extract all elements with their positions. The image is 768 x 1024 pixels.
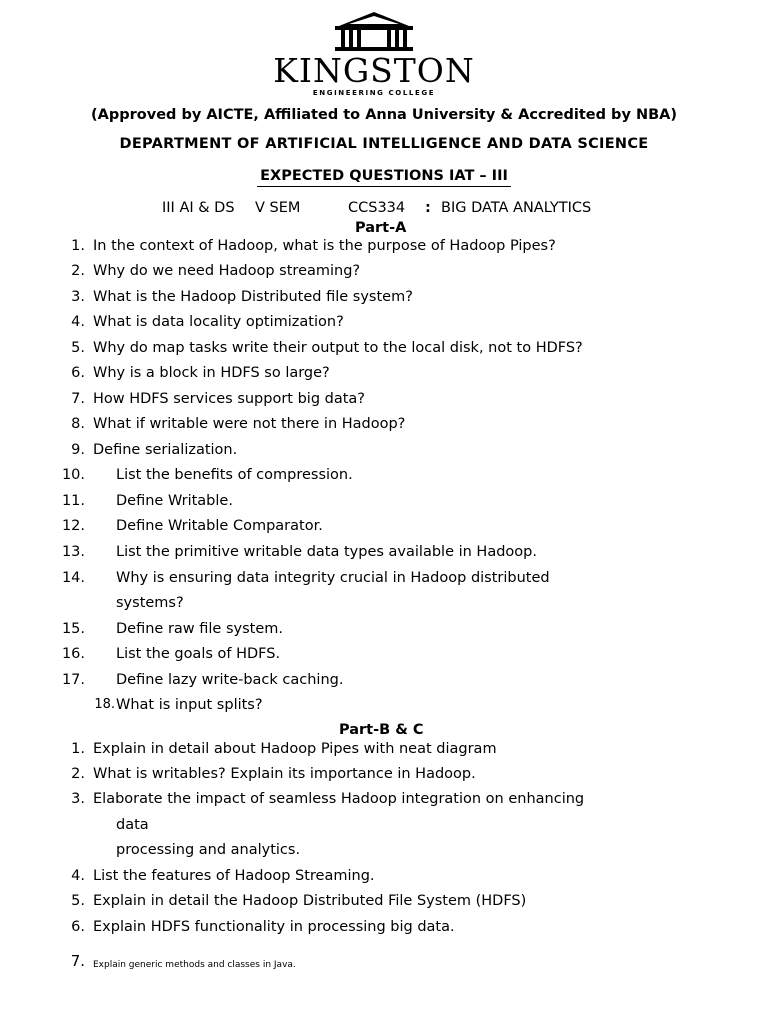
question-item: 17. Define lazy write-back caching.: [61, 672, 344, 688]
question-item: 2. What is writables? Explain its importance in Hadoop.: [71, 766, 476, 782]
question-item: 15. Define raw file system.: [61, 621, 283, 637]
question-item: 14. Why is ensuring data integrity crucial in Hadoop distributed: [61, 570, 550, 586]
course-name: BIG DATA ANALYTICS: [441, 200, 592, 216]
question-item: 12. Define Writable Comparator.: [61, 518, 323, 534]
question-item: 5. Why do map tasks write their output to the local disk, not to HDFS?: [71, 340, 583, 356]
question-item: 1. Explain in detail about Hadoop Pipes with neat diagram: [71, 741, 497, 757]
question-item: 6. Explain HDFS functionality in processing big data.: [71, 919, 455, 935]
part-a-heading: Part-A: [355, 220, 407, 236]
question-item: 7. Explain generic methods and classes in Java.: [70, 952, 296, 970]
part-bc-heading: Part-B & C: [339, 722, 424, 738]
question-item: 16. List the goals of HDFS.: [61, 646, 281, 662]
question-continuation: data: [116, 817, 149, 833]
question-item: 7. How HDFS services support big data?: [71, 391, 365, 407]
college-logo: [263, 10, 485, 97]
approval-line: (Approved by AICTE, Affiliated to Anna University & Accredited by NBA): [91, 107, 677, 123]
question-continuation: processing and analytics.: [116, 842, 301, 858]
semester: V SEM: [255, 200, 301, 216]
question-item: 4. What is data locality optimization?: [71, 314, 344, 330]
question-item: 3. Elaborate the impact of seamless Hadoop integration on enhancing: [71, 791, 585, 807]
question-item: 1. In the context of Hadoop, what is the purpose of Hadoop Pipes?: [71, 238, 556, 254]
page-title: [0, 168, 768, 184]
question-item: 8. What if writable were not there in Hadoop?: [71, 416, 406, 432]
page-title-text: EXPECTED QUESTIONS IAT – III: [257, 168, 511, 187]
question-item: 11. Define Writable.: [61, 493, 233, 509]
course-code: CCS334: [348, 200, 406, 216]
question-item: 18. What is input splits?: [94, 697, 263, 713]
question-item: 4. List the features of Hadoop Streaming.: [71, 868, 375, 884]
question-item: 3. What is the Hadoop Distributed file system?: [71, 289, 413, 305]
question-item: 6. Why is a block in HDFS so large?: [71, 365, 330, 381]
question-item: 9. Define serialization.: [71, 442, 238, 458]
department-heading: DEPARTMENT OF ARTIFICIAL INTELLIGENCE AND DATA SCIENCE: [119, 136, 649, 152]
question-item: 2. Why do we need Hadoop streaming?: [71, 263, 361, 279]
question-continuation: systems?: [116, 595, 184, 611]
college-subtitle: ENGINEERING COLLEGE: [312, 89, 436, 97]
course-separator: :: [425, 200, 431, 216]
building-emblem-icon: [263, 10, 485, 54]
question-item: 5. Explain in detail the Hadoop Distributed File System (HDFS): [71, 893, 527, 909]
year-dept: III AI & DS: [162, 200, 235, 216]
question-item: 10. List the benefits of compression.: [61, 467, 353, 483]
question-item: 13. List the primitive writable data types available in Hadoop.: [61, 544, 537, 560]
college-name: KINGSTON: [273, 51, 475, 90]
